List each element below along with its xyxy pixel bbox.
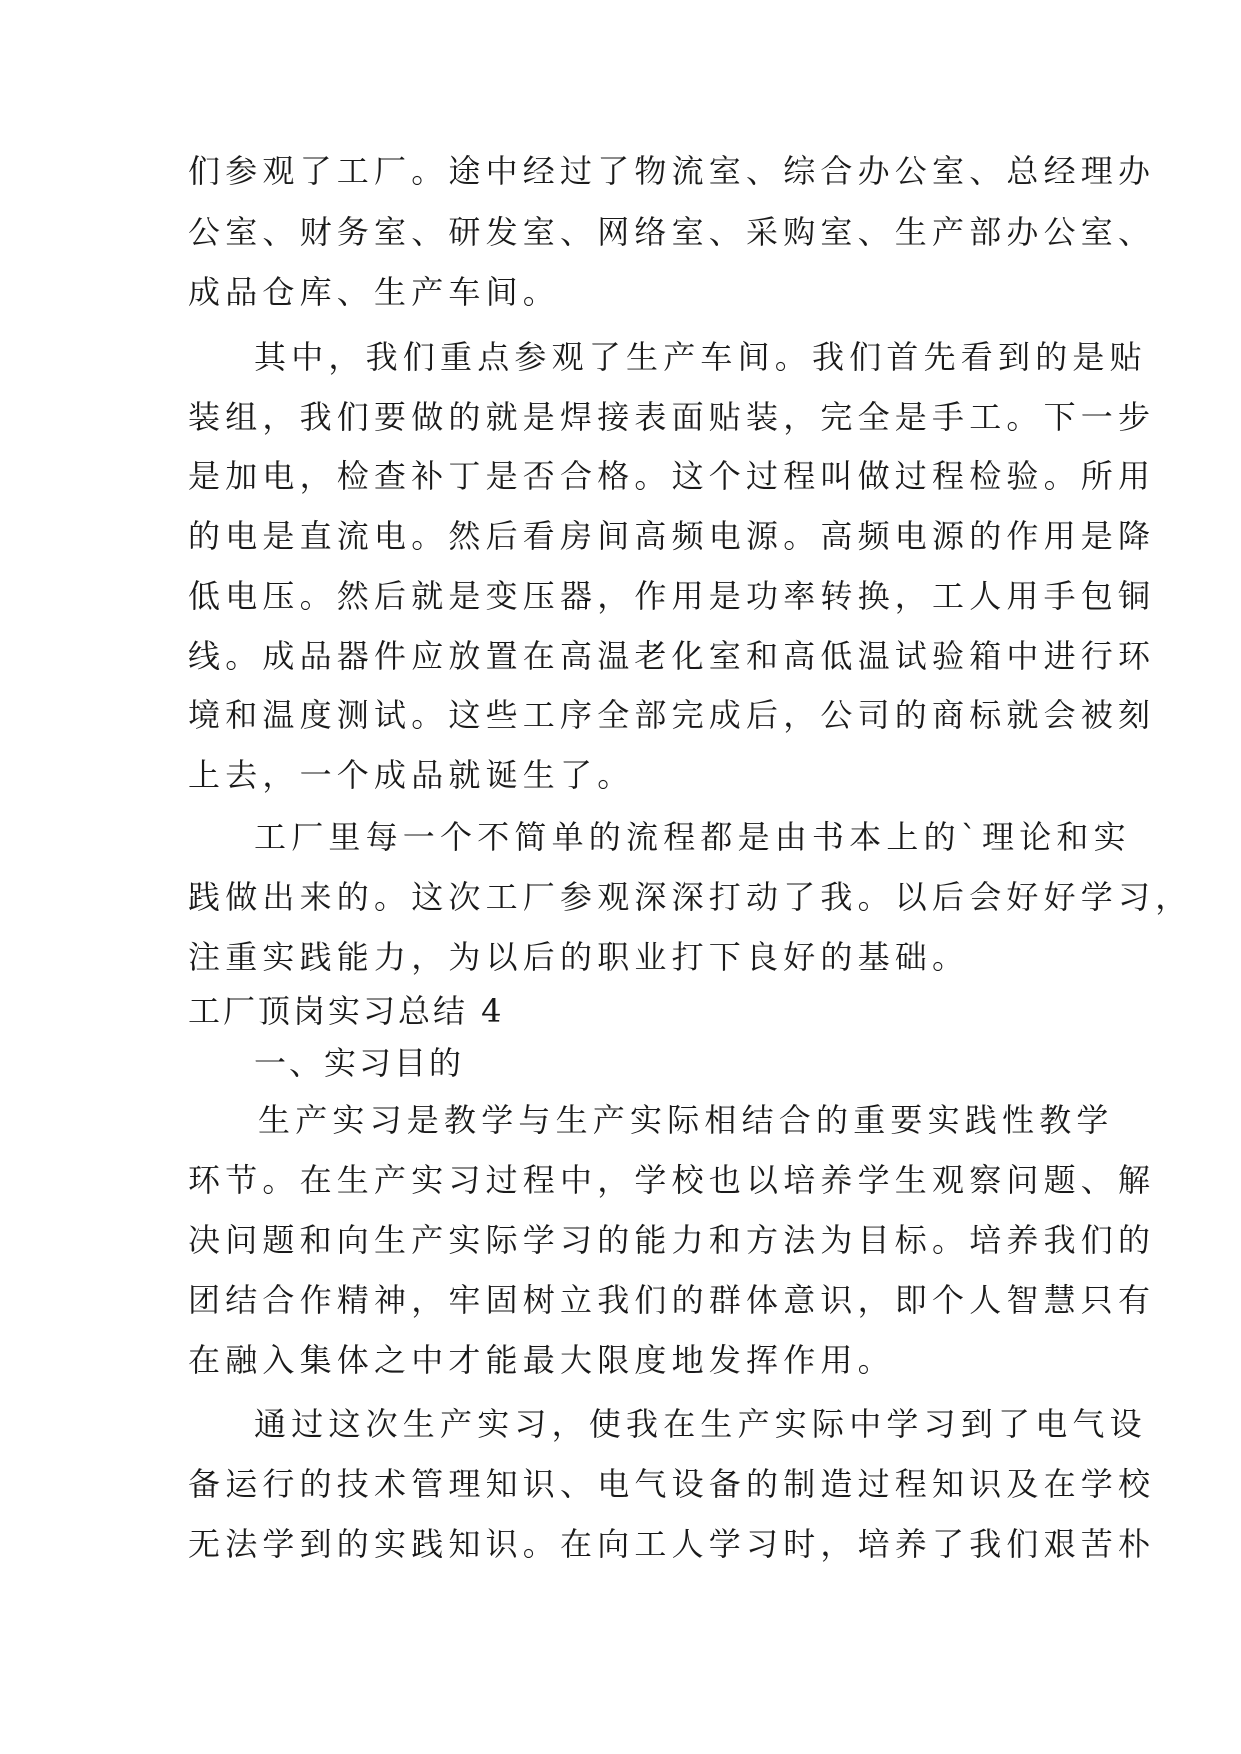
text-line: 在融入集体之中才能最大限度地发挥作用。 — [188, 1341, 895, 1379]
paragraph-start-line: 其中，我们重点参观了生产车间。我们首先看到的是贴 — [254, 338, 1147, 376]
section-heading: 工厂顶岗实习总结 4 — [188, 992, 505, 1030]
text-line: 成品仓库、生产车间。 — [188, 273, 561, 311]
text-line: 的电是直流电。然后看房间高频电源。高频电源的作用是降 — [188, 517, 1156, 555]
text-line: 低电压。然后就是变压器，作用是功率转换，工人用手包铜 — [188, 577, 1156, 615]
text-line: 公室、财务室、研发室、网络室、采购室、生产部办公室、 — [188, 213, 1156, 251]
text-line: 践做出来的。这次工厂参观深深打动了我。以后会好好学习， — [188, 878, 1193, 916]
text-line: 环节。在生产实习过程中，学校也以培养学生观察问题、解 — [188, 1161, 1156, 1199]
text-line: 上去，一个成品就诞生了。 — [188, 756, 635, 794]
text-line: 境和温度测试。这些工序全部完成后，公司的商标就会被刻 — [188, 696, 1156, 734]
text-line: 注重实践能力，为以后的职业打下良好的基础。 — [188, 938, 970, 976]
text-line: 无法学到的实践知识。在向工人学习时，培养了我们艰苦朴 — [188, 1525, 1156, 1563]
paragraph-start-line: 工厂里每一个不简单的流程都是由书本上的`理论和实 — [254, 818, 1131, 856]
subsection-heading: 一、实习目的 — [254, 1044, 465, 1082]
text-line: 备运行的技术管理知识、电气设备的制造过程知识及在学校 — [188, 1465, 1156, 1503]
paragraph-start-line: 生产实习是教学与生产实际相结合的重要实践性教学 — [258, 1101, 1114, 1139]
text-line: 是加电，检查补丁是否合格。这个过程叫做过程检验。所用 — [188, 457, 1156, 495]
text-line: 线。成品器件应放置在高温老化室和高低温试验箱中进行环 — [188, 637, 1156, 675]
text-line: 决问题和向生产实际学习的能力和方法为目标。培养我们的 — [188, 1221, 1156, 1259]
text-line: 们参观了工厂。途中经过了物流室、综合办公室、总经理办 — [188, 152, 1156, 190]
text-line: 装组，我们要做的就是焊接表面贴装，完全是手工。下一步 — [188, 398, 1156, 436]
text-line: 团结合作精神，牢固树立我们的群体意识，即个人智慧只有 — [188, 1281, 1156, 1319]
paragraph-start-line: 通过这次生产实习，使我在生产实际中学习到了电气设 — [254, 1405, 1147, 1443]
